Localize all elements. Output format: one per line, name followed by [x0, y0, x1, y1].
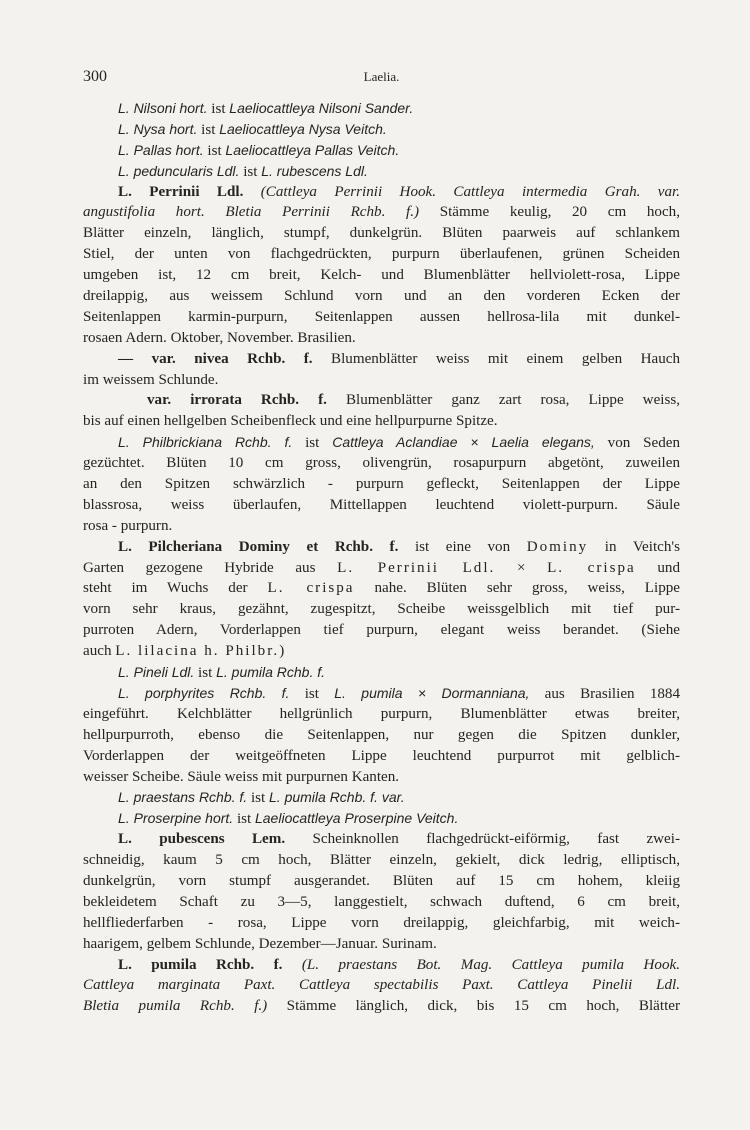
text-segment: schneidig, kaum 5 cm hoch, Blätter einzeln, gekielt, dick ledrig, elliptisch, — [83, 852, 680, 869]
text-segment: Laeliocattleya Nysa Veitch. — [219, 120, 387, 137]
text-segment: L. Perrinii Ldl. — [337, 559, 496, 576]
text-segment: Stämme keulig, 20 cm hoch, — [419, 204, 680, 221]
text-line — [83, 182, 680, 203]
text-line — [83, 453, 680, 474]
text-segment: im weissem Schlunde. — [83, 371, 219, 388]
text-segment: (L. praestans Bot. Mag. Cattleya pumila Hook. — [301, 956, 681, 973]
text-segment: Laeliocattleya Proserpine Veitch. — [254, 810, 459, 827]
text-line — [83, 808, 680, 829]
text-line — [83, 620, 680, 641]
text-segment: rosa - purpurn. — [83, 517, 173, 534]
text-segment: Blumenblätter weiss mit einem gelben Hauch — [312, 350, 680, 367]
text-segment: — var. nivea Rchb. f. — [118, 350, 313, 367]
text-segment: L. pumila Rchb. f. — [216, 664, 326, 681]
text-segment: eingeführt. Kelchblätter hellgrünlich purpurn, Blumenblätter etwas breiter, — [83, 705, 680, 722]
text-segment: (Cattleya Perrinii Hook. Cattleya intermedia Grah. var. — [260, 183, 681, 200]
text-segment: purroten Adern, Vorderlappen tief purpurn, elegant weiss berandet. (Siehe — [83, 622, 680, 639]
text-segment: L. praestans Rchb. f. — [118, 789, 248, 806]
text-line — [83, 558, 680, 579]
text-segment: weisser Scheibe. Säule weiss mit purpurnen Kanten. — [83, 768, 400, 785]
text-segment: ist — [292, 435, 333, 452]
text-line — [83, 370, 680, 391]
text-segment: Cattleya marginata Paxt. Cattleya spectabilis Paxt. Cattleya Pinelii Ldl. — [83, 977, 680, 994]
text-line — [83, 516, 680, 537]
text-line — [83, 223, 680, 244]
text-segment: var. irrorata Rchb. f. — [147, 392, 327, 409]
text-line — [83, 349, 680, 370]
text-segment: L. pubescens Lem. — [118, 831, 286, 848]
text-segment: hellpurpurroth, ebenso die Seitenlappen, nur gegen die Spitzen dunkler, — [83, 726, 680, 743]
text-line — [83, 641, 680, 662]
text-line — [83, 975, 680, 996]
text-line — [83, 119, 680, 140]
text-line — [83, 411, 680, 432]
text-line — [83, 202, 680, 223]
text-segment: L. pumila Rchb. f. var. — [269, 789, 405, 806]
text-segment: L. porphyrites Rchb. f. — [118, 684, 290, 701]
text-segment — [243, 184, 260, 200]
text-segment: L. pumila × Dormanniana, — [334, 684, 530, 701]
text-segment: L. pumila Rchb. f. — [118, 956, 283, 973]
text-line — [83, 244, 680, 265]
text-segment: auch — [83, 643, 116, 660]
text-segment: von Seden — [594, 435, 681, 452]
text-line — [83, 265, 680, 286]
text-segment: L. crispa — [547, 559, 636, 576]
text-line — [83, 662, 680, 683]
text-segment: L. lilacina h. Philbr. — [115, 643, 280, 660]
text-line — [83, 767, 680, 788]
text-segment: L. rubescens Ldl. — [261, 162, 368, 179]
text-line — [83, 495, 680, 516]
text-segment: ist — [203, 142, 226, 159]
text-segment: angustifolia hort. Bletia Perrinii Rchb. f.) — [83, 204, 420, 221]
text-line — [83, 913, 680, 934]
text-segment: L. Perrinii Ldl. — [118, 183, 244, 200]
text-segment: haarigem, gelbem Schlunde, Dezember—Januar. Surinam. — [83, 935, 437, 952]
text-line — [83, 871, 680, 892]
text-line — [83, 390, 680, 411]
text-segment: Garten gezogene Hybride aus — [83, 559, 338, 576]
text-segment: ist — [289, 685, 335, 702]
text-segment: bekleidetem Schaft zu 3—5, langgestielt, schwach duftend, 6 cm breit, — [83, 893, 680, 910]
text-segment: dreilappig, aus weissem Schlund vorn und an den vorderen Ecken der — [83, 288, 680, 305]
text-segment: L. peduncularis Ldl. — [118, 162, 240, 179]
text-segment: ist — [239, 163, 262, 180]
text-line — [83, 892, 680, 913]
text-line — [83, 286, 680, 307]
running-head: Laelia. — [363, 69, 400, 84]
text-segment: ist eine von — [398, 538, 527, 555]
text-segment: L. Proserpine hort. — [118, 810, 234, 827]
text-segment: nahe. Blüten sehr gross, weiss, Lippe — [354, 580, 681, 597]
text-line — [83, 537, 680, 558]
text-line — [83, 599, 680, 620]
text-segment: bis auf einen hellgelben Scheibenfleck und eine hellpurpurne Spitze. — [83, 413, 498, 430]
text-segment: L. Philbrickiana Rchb. f. — [118, 434, 293, 451]
body-text — [83, 98, 680, 1017]
text-segment: L. Nilsoni hort. — [118, 100, 208, 116]
text-segment: Laeliocattleya Pallas Veitch. — [225, 141, 400, 158]
text-segment: umgeben ist, 12 cm breit, Kelch- und Blumenblätter hellviolett-rosa, Lippe — [83, 267, 680, 284]
text-segment: L. Nysa hort. — [118, 120, 198, 137]
text-segment: blassrosa, weiss überlaufen, Mittellappen leuchtend violett-purpurn. Säule — [83, 496, 680, 513]
text-line — [83, 140, 680, 161]
text-segment: L. Pineli Ldl. — [118, 664, 195, 681]
text-segment: Seitenlappen karmin-purpurn, Seitenlappen aussen hellrosa-lila mit dunkel- — [83, 308, 680, 325]
page-header — [83, 68, 680, 90]
text-line — [83, 578, 680, 599]
text-segment: steht im Wuchs der — [83, 580, 268, 597]
text-segment: aus Brasilien 1884 — [529, 685, 681, 702]
text-segment: Stiel, der unten von flachgedrückten, purpurn überlaufenen, grünen Scheiden — [83, 246, 680, 263]
text-segment: Dominy — [526, 538, 589, 555]
text-segment: dunkelgrün, vorn stumpf ausgerandet. Blüten auf 15 cm hohem, kleiig — [83, 872, 680, 889]
text-line — [83, 725, 680, 746]
text-segment: L. Pallas hort. — [118, 141, 204, 158]
text-segment: und — [635, 559, 680, 576]
text-line — [83, 683, 680, 704]
text-segment: L. Pilcheriana Dominy et Rchb. f. — [118, 538, 399, 555]
text-line — [83, 98, 680, 119]
text-segment: ist — [247, 790, 269, 807]
text-line — [83, 787, 680, 808]
text-line — [83, 850, 680, 871]
text-line — [83, 704, 680, 725]
text-segment: Bletia pumila Rchb. f.) — [83, 998, 268, 1015]
text-line — [83, 996, 680, 1017]
text-line — [83, 328, 680, 349]
text-segment: ist — [194, 665, 217, 682]
text-segment: an den Spitzen schwärzlich - purpurn gefleckt, Seitenlappen der Lippe — [83, 476, 680, 493]
text-segment: rosaen Adern. Oktober, November. Brasilien. — [83, 329, 356, 346]
text-segment: ist — [207, 101, 230, 117]
text-line — [83, 934, 680, 955]
text-segment: Stämme länglich, dick, bis 15 cm hoch, Blätter — [267, 998, 680, 1015]
text-line — [83, 474, 680, 495]
text-line — [83, 161, 680, 182]
text-segment: ist — [233, 811, 255, 828]
text-segment: Scheinknollen flachgedrückt-eiförmig, fast zwei- — [285, 831, 680, 848]
text-segment: Blumenblätter ganz zart rosa, Lippe weiss, — [326, 392, 680, 409]
text-segment: L. crispa — [267, 580, 355, 597]
text-segment: gezüchtet. Blüten 10 cm gross, olivengrün, rosapurpurn abgetönt, zuweilen — [83, 455, 680, 472]
text-segment: ist — [197, 121, 220, 138]
text-segment: in Veitch's — [588, 538, 680, 555]
text-segment: ) — [279, 643, 285, 660]
text-segment: × — [495, 559, 548, 576]
text-segment — [282, 957, 301, 973]
text-segment: vorn sehr kraus, gezähnt, zugespitzt, Scheibe weissgelblich mit tief pur- — [83, 601, 680, 618]
page-number: 300 — [83, 68, 107, 85]
text-line — [83, 746, 680, 767]
text-line — [83, 955, 680, 976]
text-segment: Vorderlappen der weitgeöffneten Lippe leuchtend purpurrot mit gelblich- — [83, 747, 680, 764]
text-line — [83, 432, 680, 453]
text-line — [83, 307, 680, 328]
text-segment: Cattleya Aclandiae × Laelia elegans, — [332, 434, 595, 451]
text-segment: Laeliocattleya Nilsoni Sander. — [229, 100, 414, 116]
text-segment: hellfliederfarben - rosa, Lippe vorn dreilappig, gleichfarbig, mit weich- — [83, 914, 680, 931]
text-segment: Blätter einzeln, länglich, stumpf, dunkelgrün. Blüten paarweis auf schlankem — [83, 225, 680, 242]
text-line — [83, 829, 680, 850]
